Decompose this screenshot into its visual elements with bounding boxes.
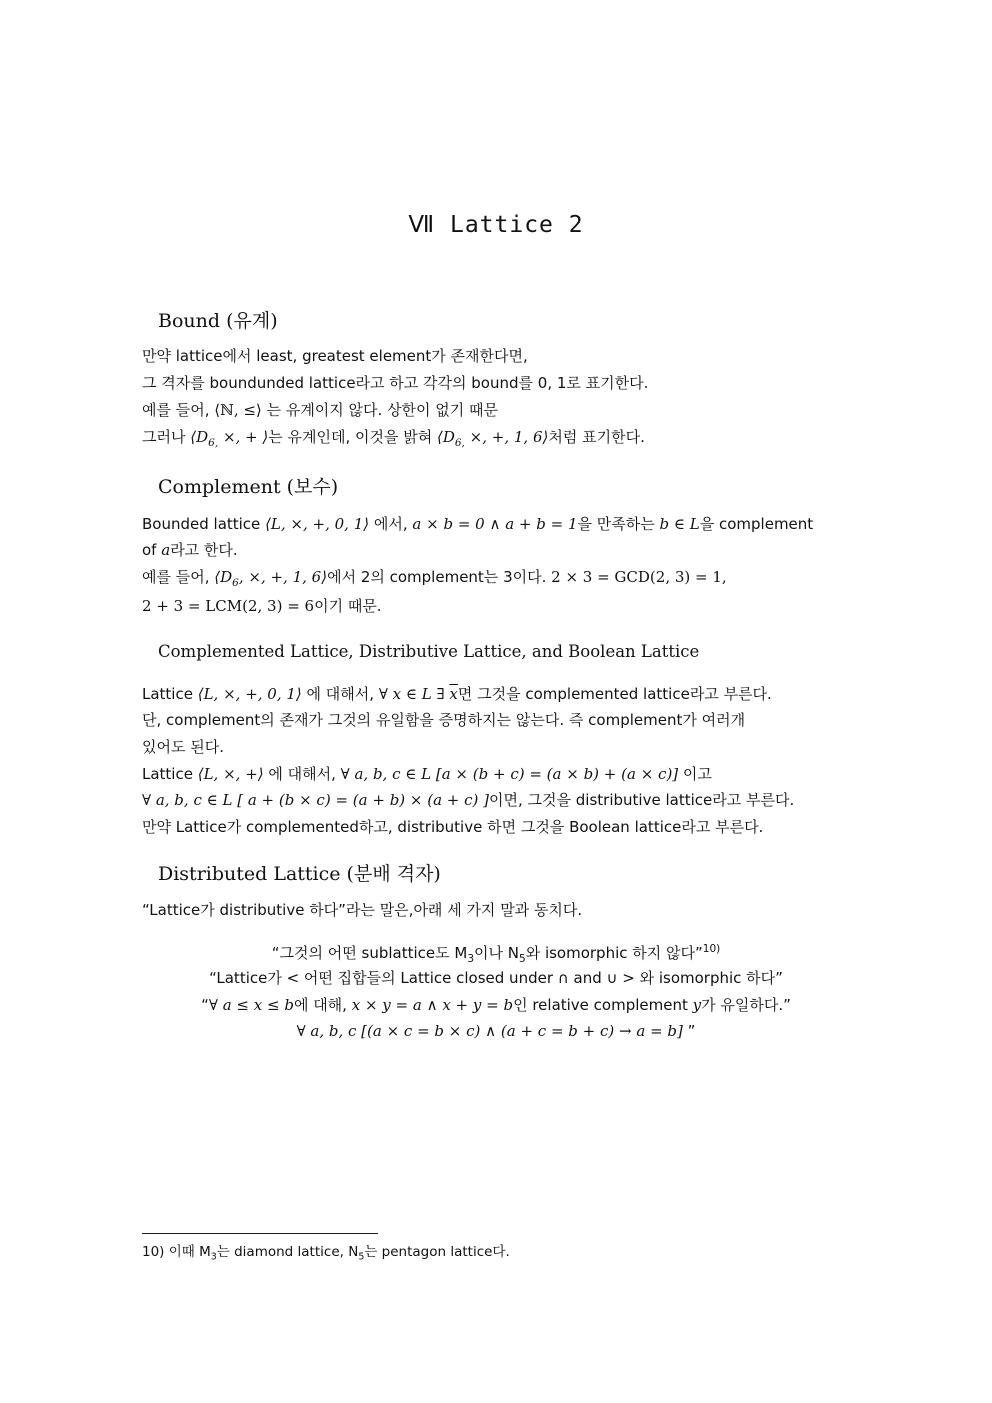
text-span: 는 pentagon lattice다. xyxy=(364,1244,510,1260)
cdb-line-5 xyxy=(142,790,842,810)
math-expression xyxy=(190,428,269,449)
text-span: 10) 이때 M xyxy=(142,1244,211,1260)
subscript: 3 xyxy=(467,953,475,965)
text-span: Lattice xyxy=(142,765,198,783)
complement-line-1 xyxy=(142,514,842,534)
math-expression: ⟨ℕ, ≤⟩ xyxy=(214,401,262,419)
heading-complemented-distributive-boolean: Complemented Lattice, Distributive Lattice, and Boolean Lattice xyxy=(158,642,700,661)
text-span: 면 그것을 complemented lattice라고 부른다. xyxy=(457,685,772,703)
text-span: “그것의 어떤 sublattice도 M xyxy=(271,944,468,962)
complement-line-4 xyxy=(142,596,842,616)
text-span: 인 relative complement xyxy=(513,996,693,1014)
bound-line-1: 만약 lattice에서 least, greatest element가 존재한다면, xyxy=(142,347,528,365)
math-subscript: 6, xyxy=(454,437,465,449)
math-expression: ⟨L, ×, +, 0, 1⟩ xyxy=(265,515,370,533)
math-overline-x: $\overline{x}$ xyxy=(449,685,458,703)
complement-line-2 xyxy=(142,540,842,560)
math-expression: 2 × 3 = GCD(2, 3) = 1, xyxy=(551,568,727,586)
text-span: 에서, xyxy=(369,515,413,533)
text-span: 이면, 그것을 distributive lattice라고 부른다. xyxy=(489,791,795,809)
equivalent-statement-3 xyxy=(0,995,992,1015)
cdb-line-3: 있어도 된다. xyxy=(142,738,224,756)
text-span: 는 diamond lattice, N xyxy=(216,1244,359,1260)
text-span: 이고 xyxy=(678,765,712,783)
text-span: “ xyxy=(201,996,209,1014)
text-span: 에 대해서, xyxy=(301,685,379,703)
text-span: 예를 들어, xyxy=(142,568,215,586)
math-part: ∀ x ∈ L ∃ xyxy=(378,685,450,703)
cdb-line-6: 만약 Lattice가 complemented하고, distributive 하면 그것을 Boolean lattice라고 부른다. xyxy=(142,818,764,836)
text-span: 이기 때문. xyxy=(314,597,382,615)
equivalent-statement-4 xyxy=(0,1021,992,1041)
text-span: 예를 들어, xyxy=(142,401,215,419)
math-subscript: 6 xyxy=(232,577,239,589)
math-expression: b ∈ L xyxy=(659,515,700,533)
text-span: 와 isomorphic 하지 않다” xyxy=(525,944,703,962)
text-span: 그러나 xyxy=(142,428,191,446)
math-expression: ∀ a, b, c ∈ L [ a + (b × c) = (a + b) × (a + c) ] xyxy=(142,791,490,809)
text-span: 는 유계이지 않다. 상한이 없기 때문 xyxy=(261,401,499,419)
cdb-line-1 xyxy=(142,684,842,704)
math-expression: ∀ a, b, c [(a × c = b × c) ∧ (a + c = b + c) → a = b] xyxy=(296,1022,683,1040)
math-expression xyxy=(436,428,549,449)
math-part: ⟨D xyxy=(190,428,209,446)
equivalent-statement-1 xyxy=(0,939,992,969)
text-span: 가 유일하다.” xyxy=(701,996,791,1014)
text-span: 을 complement xyxy=(699,515,814,533)
bound-line-4 xyxy=(142,427,842,453)
math-expression xyxy=(379,685,458,703)
math-part: ×, +, 1, 6⟩ xyxy=(464,428,549,446)
math-expression: y xyxy=(692,996,702,1014)
text-span: Lattice xyxy=(142,685,198,703)
cdb-line-4 xyxy=(142,764,842,784)
heading-distributed-lattice: Distributed Lattice (분배 격자) xyxy=(158,863,441,885)
subscript: 5 xyxy=(519,953,526,965)
complement-line-3 xyxy=(142,567,842,593)
text-span: Bounded lattice xyxy=(142,515,266,533)
math-part: ⟨D xyxy=(436,428,455,446)
math-part: ⟨D xyxy=(214,568,233,586)
text-span: 는 유계인데, 이것을 밝혀 xyxy=(268,428,437,446)
text-span: 라고 한다. xyxy=(170,541,238,559)
chapter-title: Ⅶ Lattice 2 xyxy=(408,212,584,238)
cdb-line-2: 단, complement의 존재가 그것의 유일함을 증명하지는 않는다. 즉 complement가 여러개 xyxy=(142,711,746,729)
footnote-divider xyxy=(142,1233,378,1234)
footnote-ref: 10) xyxy=(702,943,721,955)
text-span: 에 대해, xyxy=(293,996,352,1014)
math-part: , ×, +, 1, 6⟩ xyxy=(238,568,328,586)
text-span: 을 만족하는 xyxy=(577,515,660,533)
math-expression: ⟨L, ×, +, 0, 1⟩ xyxy=(197,685,302,703)
math-expression: a xyxy=(161,541,171,559)
text-span: 에서 2의 complement는 3이다. xyxy=(327,568,552,586)
bound-line-3 xyxy=(142,400,842,420)
text-span: 이나 N xyxy=(474,944,519,962)
text-span: of xyxy=(142,541,162,559)
text-span: ” xyxy=(682,1022,696,1040)
math-subscript: 6, xyxy=(208,437,219,449)
footnote-10 xyxy=(142,1240,510,1263)
equivalent-statement-2: “Lattice가 < 어떤 집합들의 Lattice closed under ∩ and ∪ > 와 isomorphic 하다” xyxy=(209,969,783,987)
math-expression xyxy=(214,568,328,589)
math-expression: ∀ a, b, c ∈ L [a × (b + c) = (a × b) + (a × c)] xyxy=(340,765,679,783)
distributed-line-1: “Lattice가 distributive 하다”라는 말은,아래 세 가지 말과 동치다. xyxy=(142,901,583,919)
math-expression: ⟨L, ×, +⟩ xyxy=(197,765,264,783)
bound-line-2: 그 격자를 boundunded lattice라고 하고 각각의 bound를 0, 1로 표기한다. xyxy=(142,374,649,392)
heading-complement: Complement (보수) xyxy=(158,476,339,498)
math-expression: x × y = a ∧ x + y = b xyxy=(351,996,514,1014)
subscript: 5 xyxy=(358,1251,365,1263)
text-span: 처럼 표기한다. xyxy=(548,428,645,446)
math-expression: ∀ a ≤ x ≤ b xyxy=(208,996,294,1014)
math-expression: 2 + 3 = LCM(2, 3) = 6 xyxy=(142,597,315,615)
heading-bound: Bound (유계) xyxy=(158,310,278,332)
math-part: ×, + ⟩ xyxy=(218,428,269,446)
subscript: 3 xyxy=(210,1251,217,1263)
text-span: 에 대해서, xyxy=(263,765,341,783)
math-expression: a × b = 0 ∧ a + b = 1 xyxy=(412,515,578,533)
